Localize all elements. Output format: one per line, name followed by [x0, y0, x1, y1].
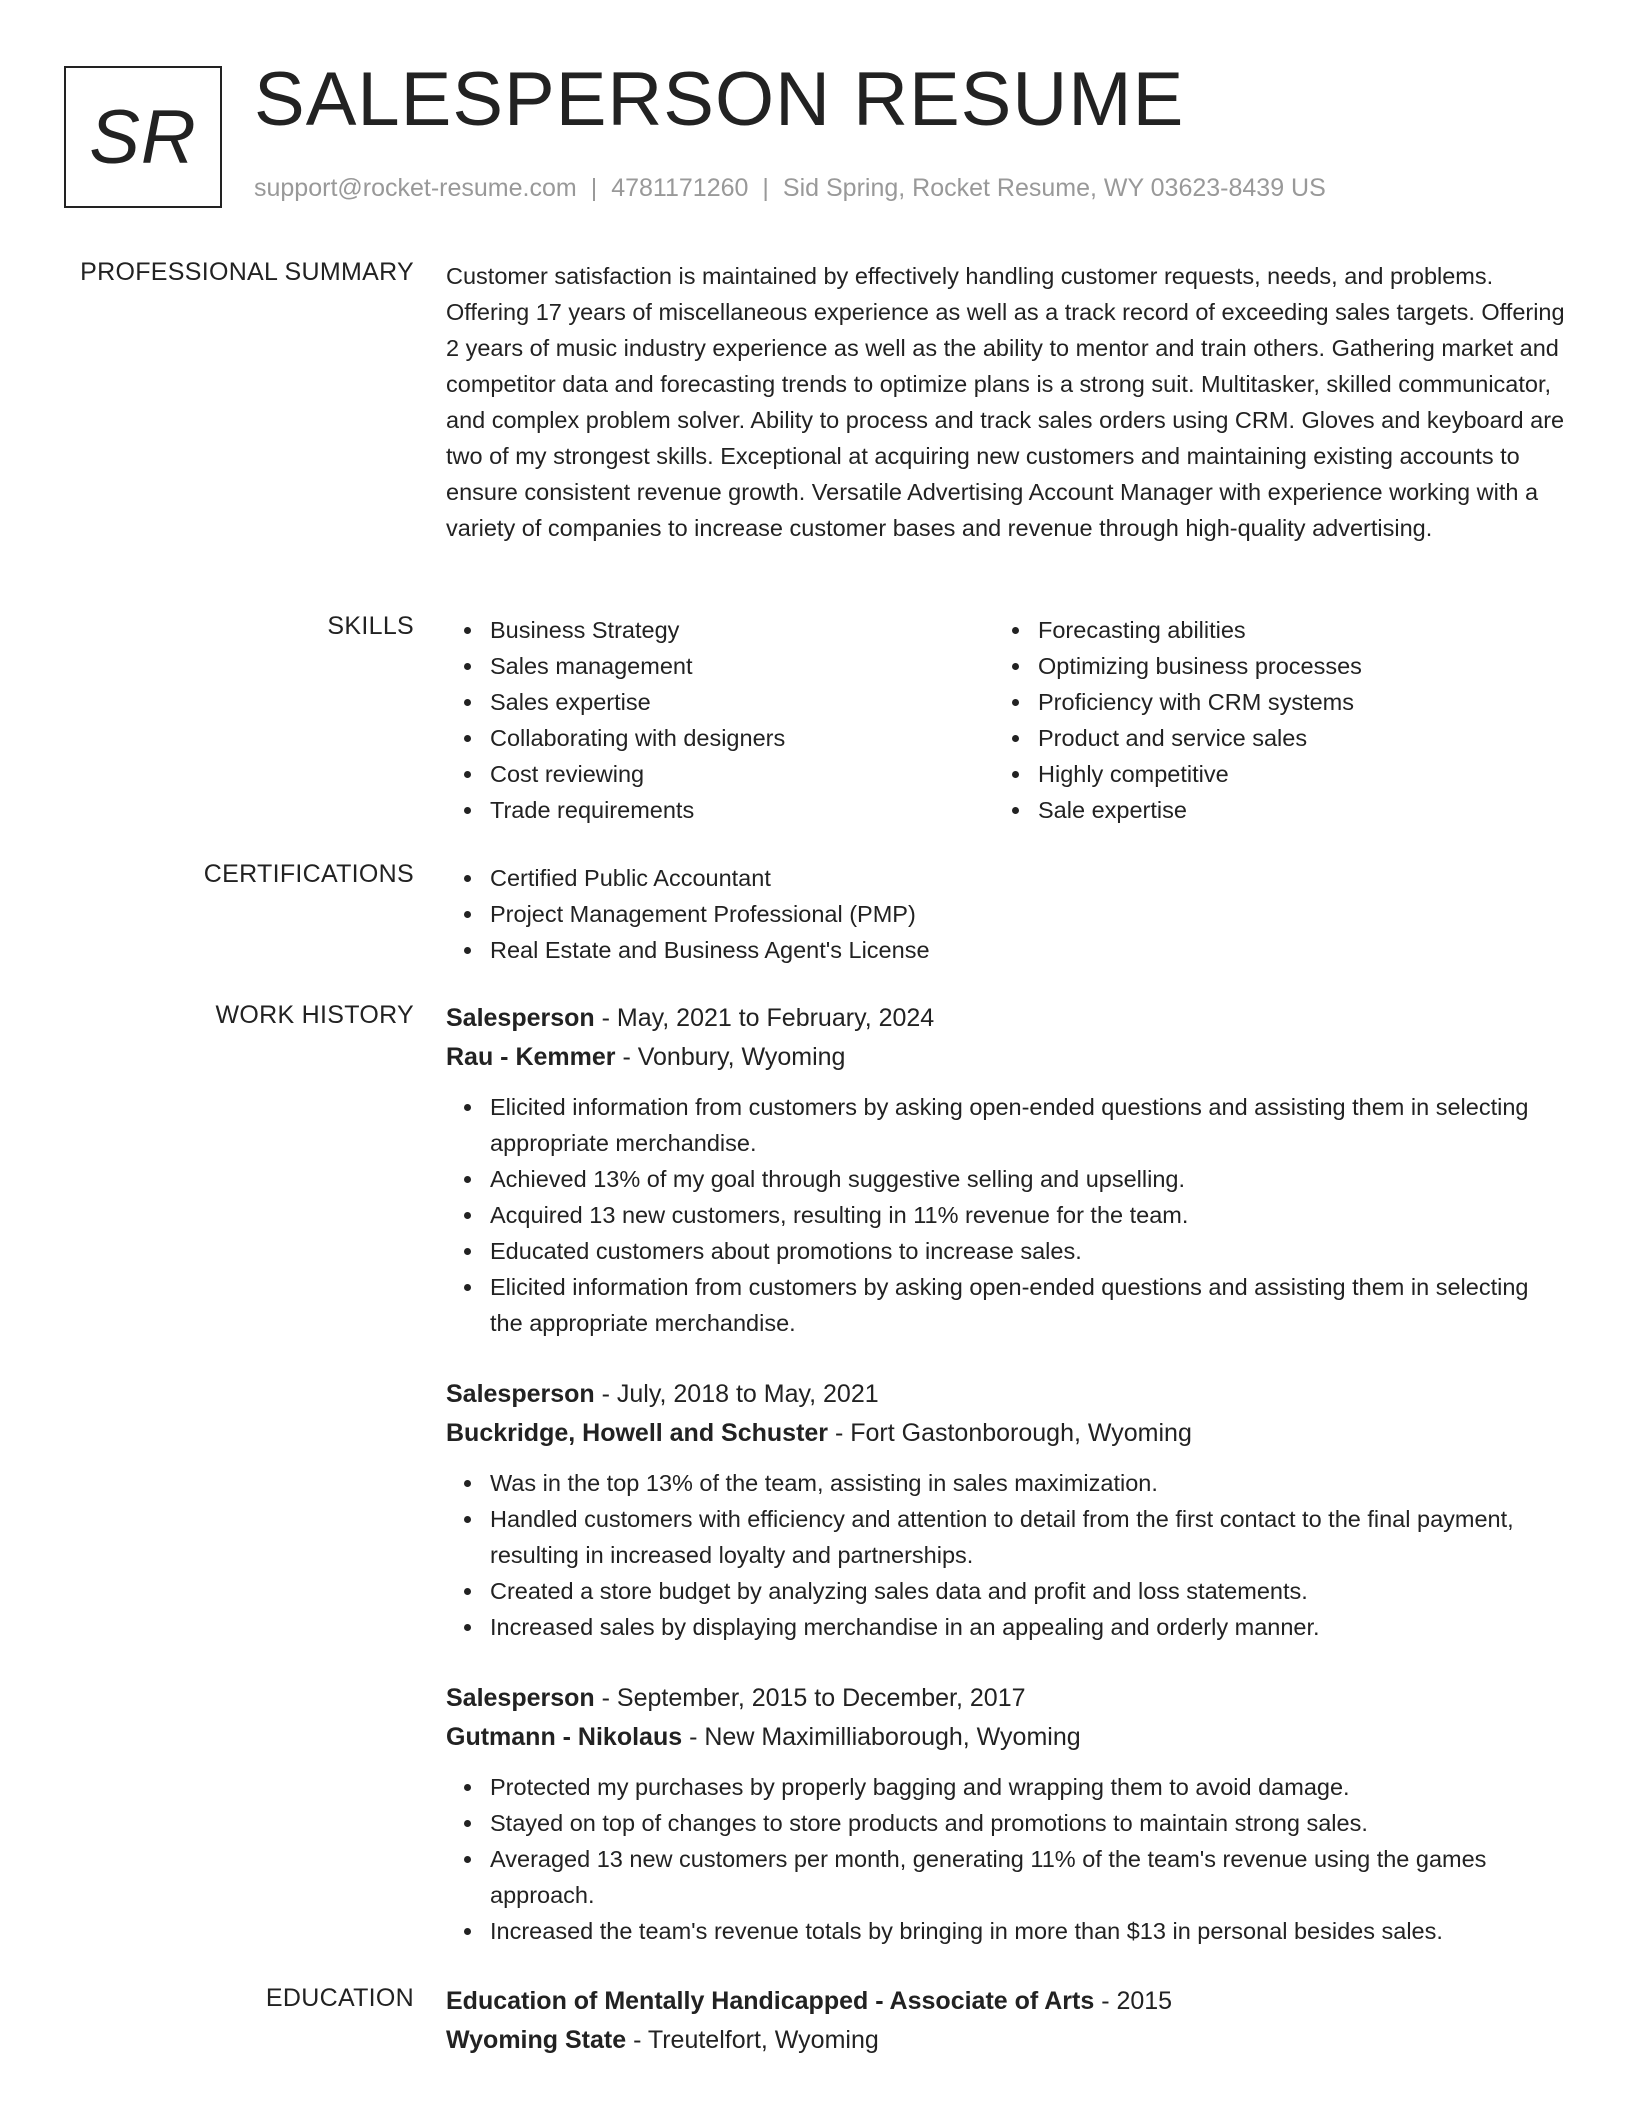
- job-bullet: Protected my purchases by properly bagging and wrapping them to avoid damage.: [446, 1769, 1566, 1805]
- job-bullet: Increased sales by displaying merchandise in an appealing and orderly manner.: [446, 1609, 1566, 1645]
- section-label-skills: SKILLS: [327, 612, 414, 640]
- job-title-line: [446, 1375, 1566, 1414]
- skills-grid: [446, 612, 1566, 828]
- skill-item: Sale expertise: [994, 792, 1542, 828]
- contact-line: [254, 174, 1326, 203]
- education-degree-line: [446, 1982, 1566, 2021]
- job-title: Salesperson: [446, 1380, 595, 1408]
- contact-address: Sid Spring, Rocket Resume, WY 03623-8439 US: [782, 174, 1326, 202]
- job-title-line: [446, 1679, 1566, 1718]
- job-location: - Fort Gastonborough, Wyoming: [828, 1419, 1192, 1447]
- contact-separator: |: [762, 174, 769, 202]
- job-company: Gutmann - Nikolaus: [446, 1723, 683, 1751]
- job-company: Buckridge, Howell and Schuster: [446, 1419, 829, 1447]
- education-degree: Education of Mentally Handicapped - Associate of Arts: [446, 1987, 1095, 2015]
- skill-item: Cost reviewing: [446, 756, 994, 792]
- skill-item: Sales expertise: [446, 684, 994, 720]
- skill-item: Collaborating with designers: [446, 720, 994, 756]
- certification-item: Certified Public Accountant: [446, 860, 1566, 896]
- skills-column-right: [994, 612, 1542, 828]
- job-company: Rau - Kemmer: [446, 1043, 616, 1071]
- work-history-list: [446, 999, 1566, 1983]
- job-bullets: [446, 1769, 1566, 1949]
- contact-phone[interactable]: 4781171260: [611, 174, 749, 202]
- skill-item: Proficiency with CRM systems: [994, 684, 1542, 720]
- skill-item: Trade requirements: [446, 792, 994, 828]
- section-label-work-history: WORK HISTORY: [215, 1001, 414, 1029]
- contact-email[interactable]: support@rocket-resume.com: [254, 174, 577, 202]
- job-location: - New Maximilliaborough, Wyoming: [682, 1723, 1081, 1751]
- job-title: Salesperson: [446, 1004, 595, 1032]
- section-label-summary: PROFESSIONAL SUMMARY: [80, 258, 414, 286]
- skill-item: Business Strategy: [446, 612, 994, 648]
- education-school: Wyoming State: [446, 2026, 627, 2054]
- job-dates: - July, 2018 to May, 2021: [594, 1380, 879, 1408]
- job-bullet: Achieved 13% of my goal through suggestive selling and upselling.: [446, 1161, 1566, 1197]
- job-company-line: [446, 1718, 1566, 1757]
- certifications-list: [446, 860, 1566, 968]
- job-bullet: Created a store budget by analyzing sales data and profit and loss statements.: [446, 1573, 1566, 1609]
- education-school-line: [446, 2021, 1566, 2060]
- job-bullet: Elicited information from customers by asking open-ended questions and assisting them in selecting the appropriate merchandise.: [446, 1269, 1566, 1341]
- job-dates: - September, 2015 to December, 2017: [594, 1684, 1026, 1712]
- certification-item: Project Management Professional (PMP): [446, 896, 1566, 932]
- job-location: - Vonbury, Wyoming: [615, 1043, 846, 1071]
- skill-item: Product and service sales: [994, 720, 1542, 756]
- skill-item: Optimizing business processes: [994, 648, 1542, 684]
- skill-item: Highly competitive: [994, 756, 1542, 792]
- job-bullet: Averaged 13 new customers per month, generating 11% of the team's revenue using the games approach.: [446, 1841, 1566, 1913]
- job-company-line: [446, 1414, 1566, 1453]
- monogram-initials: SR: [89, 94, 197, 180]
- job-dates: - May, 2021 to February, 2024: [594, 1004, 935, 1032]
- monogram-box: [64, 66, 222, 208]
- job-bullet: Educated customers about promotions to increase sales.: [446, 1233, 1566, 1269]
- education-location: - Treutelfort, Wyoming: [626, 2026, 879, 2054]
- job-company-line: [446, 1038, 1566, 1077]
- certification-item: Real Estate and Business Agent's License: [446, 932, 1566, 968]
- job-entry: [446, 1679, 1566, 1949]
- skills-column-left: [446, 612, 994, 828]
- education-year: - 2015: [1094, 1987, 1173, 2015]
- job-bullet: Handled customers with efficiency and attention to detail from the first contact to the final payment, resulting in increased loyalty and partnerships.: [446, 1501, 1566, 1573]
- job-title: Salesperson: [446, 1684, 595, 1712]
- job-bullet: Increased the team's revenue totals by bringing in more than $13 in personal besides sales.: [446, 1913, 1566, 1949]
- job-bullets: [446, 1465, 1566, 1645]
- section-label-certifications: CERTIFICATIONS: [203, 860, 414, 888]
- education-entry: [446, 1982, 1566, 2060]
- skill-item: Sales management: [446, 648, 994, 684]
- job-title-line: [446, 999, 1566, 1038]
- job-bullet: Acquired 13 new customers, resulting in 11% revenue for the team.: [446, 1197, 1566, 1233]
- job-entry: [446, 1375, 1566, 1645]
- contact-separator: |: [590, 174, 598, 202]
- job-bullet: Stayed on top of changes to store products and promotions to maintain strong sales.: [446, 1805, 1566, 1841]
- summary-text: Customer satisfaction is maintained by effectively handling customer requests, needs, and problems. Offering 17 years of miscellaneous experience as well as a track record of exceeding sales targets. Offering 2 years of music industry experience as well as the ability to mentor and train others. Gathering market and competitor data and forecasting trends to optimize plans is a strong suit. Multitasker, skilled communicator, and complex problem solver. Ability to process and track sales orders using CRM. Gloves and keyboard are two of my strongest skills. Exceptional at acquiring new customers and maintaining existing accounts to ensure consistent revenue growth. Versatile Advertising Account Manager with experience working with a variety of companies to increase customer bases and revenue through high-quality advertising.: [446, 263, 1565, 541]
- job-bullets: [446, 1089, 1566, 1341]
- job-entry: [446, 999, 1566, 1341]
- job-bullet: Elicited information from customers by asking open-ended questions and assisting them in selecting appropriate merchandise.: [446, 1089, 1566, 1161]
- resume-title: SALESPERSON RESUME: [254, 57, 1185, 142]
- job-bullet: Was in the top 13% of the team, assisting in sales maximization.: [446, 1465, 1566, 1501]
- section-label-education: EDUCATION: [265, 1984, 414, 2012]
- skill-item: Forecasting abilities: [994, 612, 1542, 648]
